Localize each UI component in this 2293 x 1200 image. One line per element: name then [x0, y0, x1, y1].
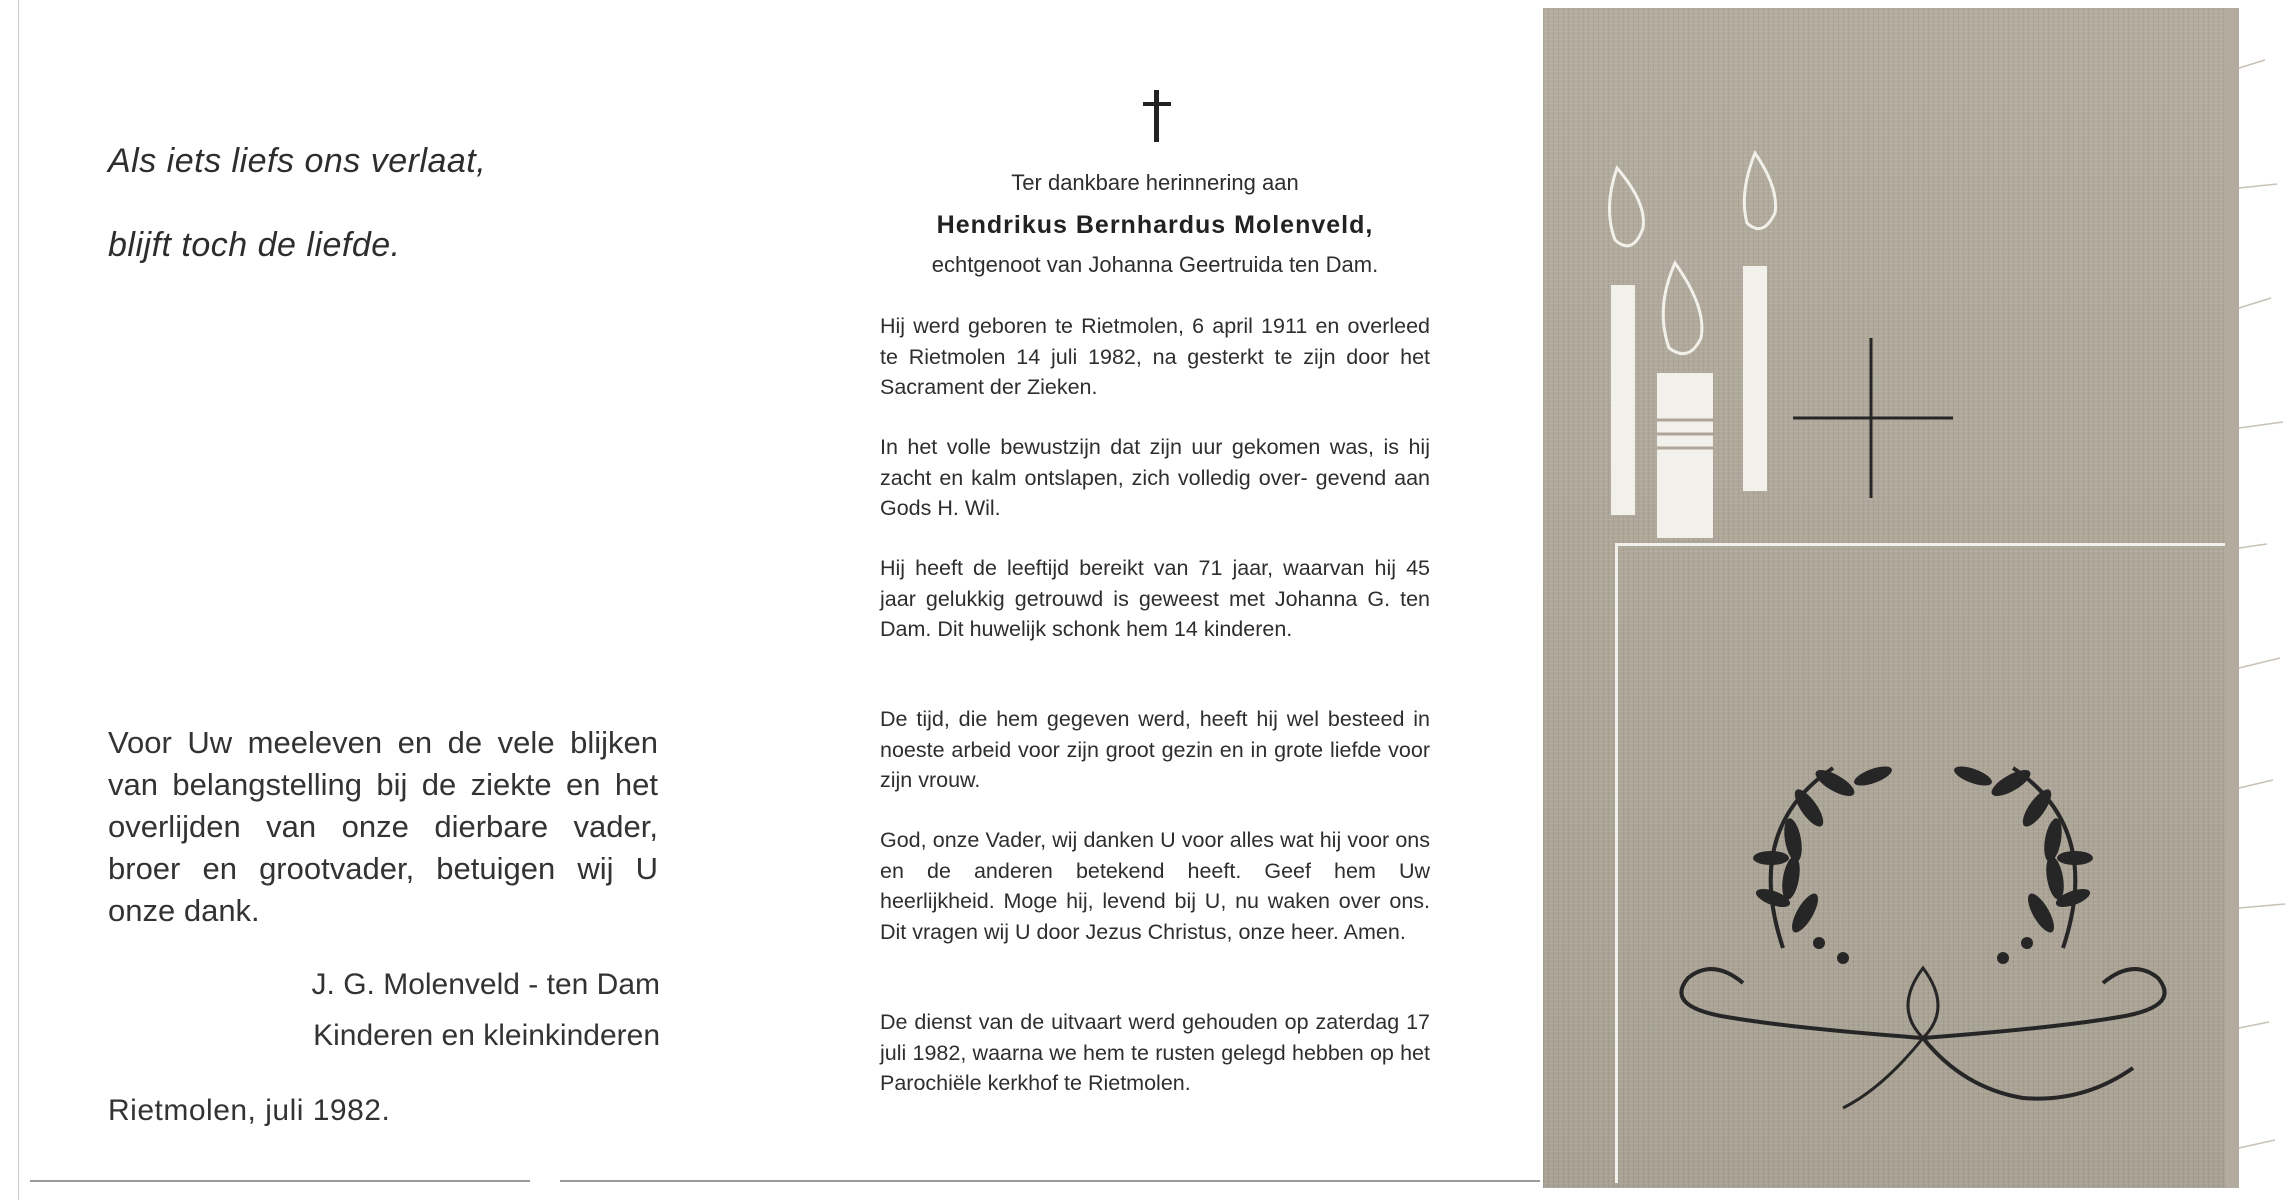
- paragraph-passing: In het volle bewustzijn dat zijn uur gekomen was, is hij zacht en kalm ontslapen, zich volledig over- gevend aan Gods H. Wil.: [880, 435, 1430, 520]
- paragraph-birth: Hij werd geboren te Rietmolen, 6 april 1911 en overleed te Rietmolen 14 juli 1982, na gesterkt te zijn door het Sacrament der Zieken.: [880, 314, 1430, 399]
- candle-icon: [1743, 153, 1776, 491]
- deceased-name: Hendrikus Bernhardus Molenveld,: [936, 211, 1374, 239]
- paragraph-prayer: God, onze Vader, wij danken U voor alles wat hij voor ons en de anderen betekend heeft. Geef hem Uw heerlijkheid. Moge hij, levend bij U, nu waken over ons. Dit vragen wij U door Jezus Christus, onze heer. Amen.: [880, 828, 1430, 944]
- card-illustration: [1543, 8, 2238, 1188]
- laurel-wreath-icon: [1681, 763, 2164, 1108]
- spouse-line: echtgenoot van Johanna Geertruida ten Dam.: [931, 252, 1379, 277]
- card-frayed-edge: [2225, 8, 2293, 1188]
- cross-icon: [1793, 338, 1953, 498]
- signature-family: Kinderen en kleinkinderen: [313, 1019, 660, 1052]
- middle-panel: [880, 0, 1430, 1200]
- candle-icon: [1609, 168, 1643, 515]
- left-panel: [0, 0, 740, 1200]
- paragraph-life: De tijd, die hem gegeven werd, heeft hij wel besteed in noeste arbeid voor zijn groot gezin en in grote liefde voor zijn vrouw.: [880, 707, 1430, 792]
- signature-spouse: J. G. Molenveld - ten Dam: [311, 968, 660, 1001]
- paragraph-age: Hij heeft de leeftijd bereikt van 71 jaar, waarvan hij 45 jaar gelukkig getrouwd is geweest met Johanna G. ten Dam. Dit huwelijk schonk hem 14 kinderen.: [880, 556, 1430, 641]
- thanks-text: Voor Uw meeleven en de vele blijken van belangstelling bij de ziekte en het overlijden van onze dierbare vader, broer en grootvader, betuigen wij U onze dank.: [108, 725, 658, 928]
- intro-line: Ter dankbare herinnering aan: [1011, 170, 1299, 195]
- paragraph-funeral: De dienst van de uitvaart werd gehouden op zaterdag 17 juli 1982, waarna we hem te rusten gelegd hebben op het Parochiële kerkhof te Rietmolen.: [880, 1010, 1430, 1095]
- candle-icon: [1657, 263, 1713, 538]
- cross-icon: [1137, 88, 1177, 144]
- quote-line-1: Als iets liefs ons verlaat,: [108, 142, 487, 180]
- quote-line-2: blijft toch de liefde.: [108, 226, 401, 264]
- place-date: Rietmolen, juli 1982.: [108, 1094, 391, 1127]
- card-cover: [1543, 8, 2238, 1188]
